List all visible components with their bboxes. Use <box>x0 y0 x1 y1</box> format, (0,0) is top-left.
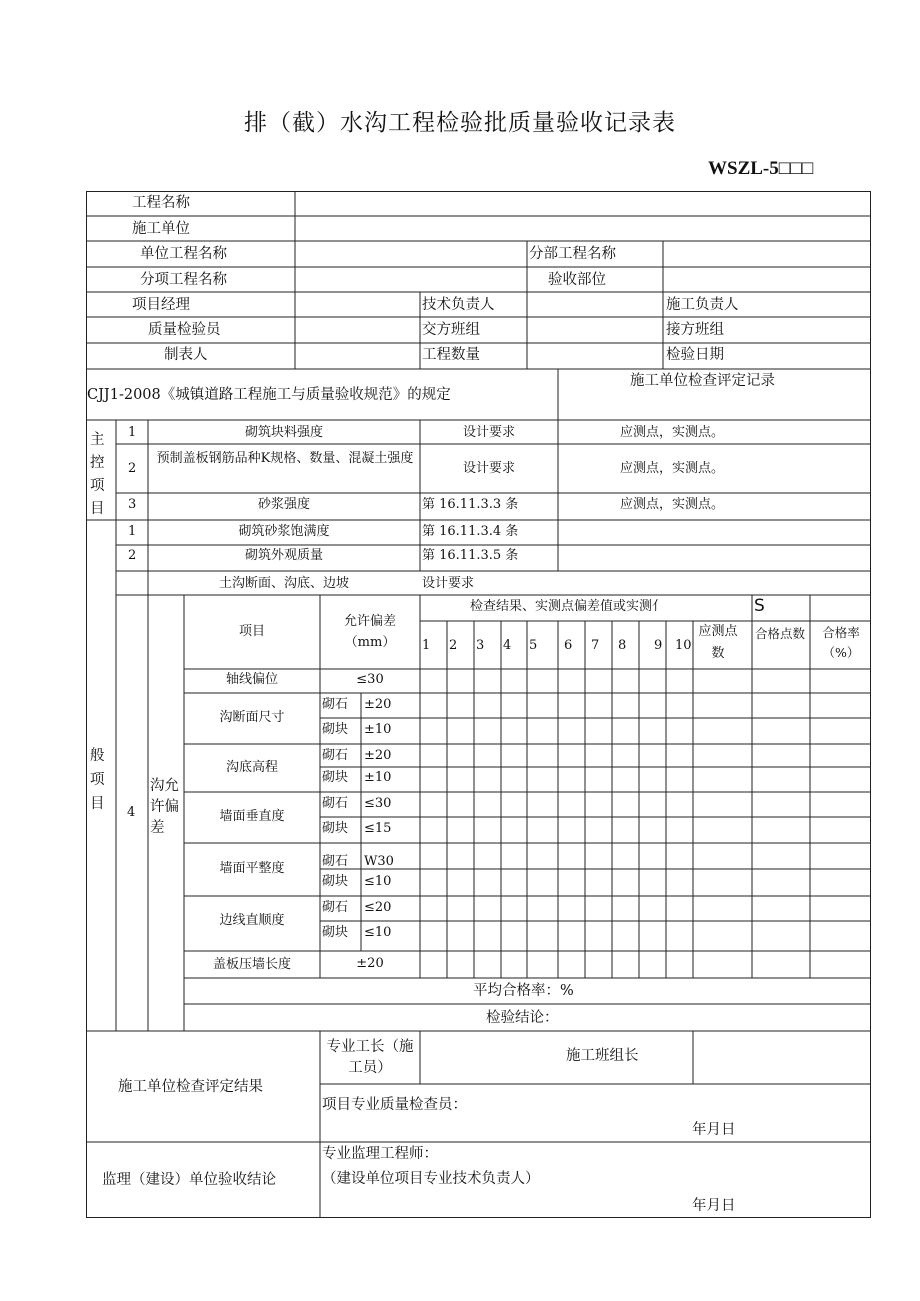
main-item-2-req: 设计要求 <box>462 461 515 476</box>
record-heading: 施工单位检查评定记录 <box>630 373 775 389</box>
main-item-3-req: 第 16.11.3.3 条 <box>422 497 519 512</box>
main-item-2-no: 2 <box>128 461 137 476</box>
label-technical-lead: 技术负责人 <box>422 297 495 313</box>
col-should-points: 应测点数 <box>698 624 738 661</box>
label-acceptance-part: 验收部位 <box>548 272 606 288</box>
tol-axis-name: 轴线偏位 <box>225 672 278 687</box>
label-inspection-date: 检验日期 <box>666 347 724 363</box>
tol-section-val-2: ±10 <box>364 722 392 737</box>
label-handover-team: 交方班组 <box>422 322 480 338</box>
general-item-4-label: 沟允许偏差 <box>150 778 179 836</box>
supervision-date: 年月日 <box>692 1198 736 1214</box>
tol-flatness-val-2: ≤10 <box>364 874 392 889</box>
tol-flatness-val-1: W30 <box>364 854 394 869</box>
tol-section-name: 沟断面尺寸 <box>219 710 285 725</box>
label-unit-project: 单位工程名称 <box>140 246 227 262</box>
label-division-project: 分部工程名称 <box>529 246 616 262</box>
general-item-4-no: 4 <box>127 805 136 820</box>
tol-straightness-name: 边线直顺度 <box>219 913 285 928</box>
point-col-3: 3 <box>476 638 485 653</box>
point-col-1: 1 <box>422 638 431 653</box>
inspection-conclusion: 检验结论： <box>486 1010 559 1026</box>
general-item-3-req: 设计要求 <box>422 576 475 591</box>
tol-vertical-mat-1: 砌石 <box>322 796 349 811</box>
main-item-3-name: 砂浆强度 <box>257 497 310 512</box>
tol-straightness-val-1: ≤20 <box>364 900 392 915</box>
tol-axis-value: ≤30 <box>356 672 384 687</box>
tol-flatness-mat-1: 砌石 <box>322 854 349 869</box>
form-title: 排（截）水沟工程检验批质量验收记录表 <box>244 110 676 136</box>
label-prepared-by: 制表人 <box>164 347 208 363</box>
label-project-name: 工程名称 <box>132 195 190 211</box>
tol-section-val-1: ±20 <box>364 697 392 712</box>
general-item-2-no: 2 <box>128 548 137 563</box>
point-col-8: 8 <box>618 638 627 653</box>
general-item-2-name: 砌筑外观质量 <box>244 548 323 563</box>
form-code: WSZL-5□□□ <box>708 158 814 179</box>
main-control-label: 主控项目 <box>90 432 105 517</box>
main-item-1-req: 设计要求 <box>462 425 515 440</box>
main-item-1-no: 1 <box>128 425 137 440</box>
supervision-result-label: 监理（建设）单位验收结论 <box>102 1172 276 1188</box>
tol-straightness-mat-1: 砌石 <box>322 900 349 915</box>
point-col-5: 5 <box>529 638 538 653</box>
point-col-6: 6 <box>564 638 573 653</box>
general-label: 般项目 <box>90 748 105 812</box>
foreman-label: 专业工长（施工员） <box>326 1039 414 1076</box>
col-results: 检查结果、实测点偏差值或实测亻 <box>470 599 666 614</box>
tol-section-mat-2: 砌块 <box>322 722 349 737</box>
tol-flatness-mat-2: 砌块 <box>322 874 349 889</box>
tol-section-mat-1: 砌石 <box>322 697 349 712</box>
point-col-10: 10 <box>675 638 692 653</box>
construction-date: 年月日 <box>692 1122 736 1138</box>
spec-heading: CJJ1-2008《城镇道路工程施工与质量验收规范》的规定 <box>87 387 451 403</box>
col-pass-points: 合格点数 <box>755 626 806 641</box>
col-item: 项目 <box>238 624 265 639</box>
tol-vertical-mat-2: 砌块 <box>322 821 349 836</box>
tol-bottom-mat-1: 砌石 <box>322 748 349 763</box>
label-quantity: 工程数量 <box>422 347 480 363</box>
main-item-3-record: 应测点，实测点。 <box>620 497 725 512</box>
general-item-2-req: 第 16.11.3.5 条 <box>422 548 519 563</box>
label-construction-lead: 施工负责人 <box>666 297 739 313</box>
tol-vertical-val-1: ≤30 <box>364 796 392 811</box>
tol-bottom-val-1: ±20 <box>364 748 392 763</box>
quality-checker-label: 项目专业质量检查员： <box>322 1097 467 1113</box>
general-item-1-name: 砌筑砂浆饱满度 <box>238 524 330 539</box>
main-item-1-name: 砌筑块料强度 <box>244 425 323 440</box>
col-pass-rate: 合格率（%） <box>822 625 860 660</box>
general-item-1-req: 第 16.11.3.4 条 <box>422 524 519 539</box>
point-col-9: 9 <box>654 638 663 653</box>
main-item-1-record: 应测点，实测点。 <box>620 425 725 440</box>
main-item-2-record: 应测点，实测点。 <box>620 461 725 476</box>
tol-bottom-val-2: ±10 <box>364 770 392 785</box>
col-tolerance: 允许偏差（mm） <box>343 614 396 650</box>
point-col-4: 4 <box>503 638 512 653</box>
label-quality-inspector: 质量检验员 <box>148 322 221 338</box>
tol-straightness-val-2: ≤10 <box>364 925 392 940</box>
point-col-7: 7 <box>591 638 600 653</box>
tol-straightness-mat-2: 砌块 <box>322 925 349 940</box>
inspection-table <box>86 191 871 1218</box>
main-item-2-name: 预制盖板钢筋品种K规格、数量、混凝土强度 <box>156 451 414 466</box>
construction-result-label: 施工单位检查评定结果 <box>118 1079 263 1095</box>
avg-pass-rate: 平均合格率：% <box>473 983 574 999</box>
general-item-3-name: 土沟断面、沟底、边坡 <box>218 576 349 591</box>
team-leader-label: 施工班组长 <box>566 1048 639 1064</box>
owner-tech-label: （建设单位项目专业技术负责人） <box>322 1171 540 1187</box>
general-item-1-no: 1 <box>128 524 137 539</box>
label-receiving-team: 接方班组 <box>666 322 724 338</box>
tol-bottom-mat-2: 砌块 <box>322 770 349 785</box>
point-col-2: 2 <box>449 638 458 653</box>
label-sub-item-project: 分项工程名称 <box>140 272 227 288</box>
col-results-tail: S <box>754 596 765 616</box>
tol-cover-value: ±20 <box>356 956 384 971</box>
tol-bottom-name: 沟底高程 <box>225 760 278 775</box>
tol-vertical-val-2: ≤15 <box>364 821 392 836</box>
tol-cover-name: 盖板压墙长度 <box>212 957 291 972</box>
tol-vertical-name: 墙面垂直度 <box>219 809 285 824</box>
label-project-manager: 项目经理 <box>132 297 190 313</box>
supervisor-label: 专业监理工程师： <box>322 1146 438 1162</box>
tol-flatness-name: 墙面平整度 <box>219 861 285 876</box>
label-construction-unit: 施工单位 <box>132 221 190 237</box>
main-item-3-no: 3 <box>128 497 137 512</box>
